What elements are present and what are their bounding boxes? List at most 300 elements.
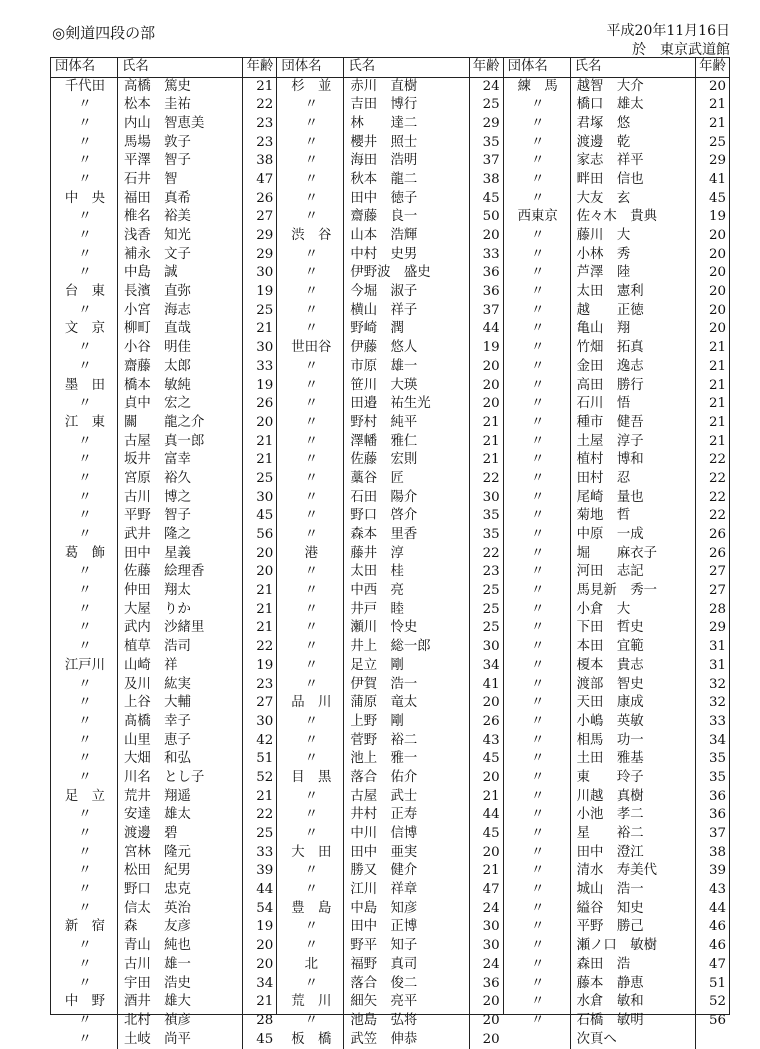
age-cell: 35: [695, 769, 729, 788]
age-cell: 23: [242, 676, 276, 695]
table-row: [504, 152, 729, 171]
age-cell: 32: [695, 694, 729, 713]
team-cell: 足 立: [64, 788, 106, 804]
table-row: [277, 96, 502, 115]
team-cell: 〃: [530, 564, 545, 580]
table-row: [51, 190, 276, 209]
name-cell: 田邉 祐生光: [343, 395, 468, 414]
table-row: [51, 881, 276, 900]
name-cell: 柳町 直哉: [117, 320, 242, 339]
table-row: [504, 881, 729, 900]
team-cell: 豊 島: [291, 900, 332, 916]
team-cell: 〃: [530, 190, 545, 206]
age-cell: 19: [242, 657, 276, 676]
table-row: [504, 732, 729, 751]
age-header: 年齢: [469, 58, 503, 77]
table-row: [504, 788, 729, 807]
name-cell: 池島 弘将: [343, 1012, 468, 1031]
team-cell: 〃: [530, 751, 545, 767]
team-cell: 〃: [78, 452, 92, 468]
table-row: [504, 246, 729, 265]
team-cell: 〃: [78, 713, 92, 729]
name-cell: 越智 大介: [570, 78, 695, 97]
team-cell: 〃: [78, 826, 92, 841]
table-row: [51, 956, 276, 975]
age-cell: 21: [469, 862, 503, 881]
name-cell: 馬場 敦子: [117, 134, 242, 153]
age-cell: 25: [469, 582, 503, 601]
team-cell: 〃: [530, 994, 545, 1010]
table-row: [277, 451, 502, 470]
team-cell: 〃: [530, 807, 545, 823]
name-cell: 小宮 海志: [117, 302, 242, 321]
table-row: [277, 507, 502, 526]
age-cell: 33: [695, 713, 729, 732]
table-row: [277, 246, 502, 265]
name-cell: 宇田 浩史: [117, 975, 242, 994]
table-row: [277, 900, 502, 919]
table-row: [504, 563, 729, 582]
age-cell: 29: [469, 115, 503, 134]
table-row: [504, 750, 729, 769]
age-cell: 22: [695, 451, 729, 470]
name-cell: 伊藤 悠人: [343, 339, 468, 358]
team-cell: 大 田: [291, 844, 332, 860]
team-cell: 葛 飾: [64, 545, 106, 561]
age-cell: 21: [695, 395, 729, 414]
name-cell: 江川 祥章: [343, 881, 468, 900]
age-cell: 30: [469, 638, 503, 657]
name-cell: 君塚 悠: [570, 115, 695, 134]
table-row: [504, 208, 729, 227]
name-cell: 酒井 雄大: [117, 993, 242, 1012]
age-cell: 21: [242, 433, 276, 452]
name-cell: 畔田 信也: [570, 171, 695, 190]
table-row: [277, 862, 502, 881]
age-cell: 38: [242, 152, 276, 171]
name-cell: 石田 陽介: [343, 489, 468, 508]
table-row: [51, 1012, 276, 1031]
name-cell: 武笠 伸恭: [343, 1031, 468, 1049]
age-cell: 44: [469, 320, 503, 339]
table-row: [504, 956, 729, 975]
age-cell: 21: [695, 96, 729, 115]
name-cell: 今堀 淑子: [343, 283, 468, 302]
name-cell: 關 龍之介: [117, 414, 242, 433]
table-row: [51, 227, 276, 246]
team-cell: 〃: [78, 489, 92, 505]
table-row: [277, 134, 502, 153]
name-cell: 星 裕二: [570, 825, 695, 844]
roster-table: [50, 57, 730, 1047]
name-cell: 長濱 直弥: [117, 283, 242, 302]
team-cell: 〃: [78, 433, 92, 449]
age-cell: 27: [242, 208, 276, 227]
table-row: [51, 96, 276, 115]
name-cell: 金田 逸志: [570, 358, 695, 377]
age-cell: 51: [695, 975, 729, 994]
table-row: [51, 844, 276, 863]
name-cell: 足立 剛: [343, 657, 468, 676]
name-header: 氏名: [117, 58, 242, 77]
roster-column: [51, 58, 277, 1047]
team-cell: 〃: [304, 115, 319, 131]
table-row: [277, 788, 502, 807]
table-row: [51, 115, 276, 134]
age-cell: 37: [469, 302, 503, 321]
age-cell: 22: [695, 470, 729, 489]
team-cell: 〃: [530, 900, 545, 916]
name-cell: 瀬川 怜史: [343, 619, 468, 638]
name-cell: 亀山 翔: [570, 320, 695, 339]
name-cell: 下田 哲史: [570, 619, 695, 638]
age-cell: 20: [695, 264, 729, 283]
team-cell: 〃: [530, 1012, 545, 1028]
table-row: [51, 825, 276, 844]
team-cell: 〃: [530, 601, 545, 617]
name-cell: 平野 勝己: [570, 918, 695, 937]
table-row: [277, 190, 502, 209]
name-cell: 越 正徳: [570, 302, 695, 321]
table-row: [51, 302, 276, 321]
name-cell: 橋本 敏純: [117, 377, 242, 396]
age-cell: 20: [695, 227, 729, 246]
team-cell: 〃: [530, 228, 545, 243]
table-row: [51, 657, 276, 676]
team-cell: 〃: [304, 639, 319, 655]
age-cell: 21: [242, 320, 276, 339]
team-cell: 〃: [78, 153, 92, 169]
table-row: [277, 918, 502, 937]
name-cell: 内山 智恵美: [117, 115, 242, 134]
name-cell: 横山 祥子: [343, 302, 468, 321]
name-cell: 伊野波 盛史: [343, 264, 468, 283]
name-cell: 馬見新 秀一: [570, 582, 695, 601]
team-cell: 〃: [78, 975, 92, 991]
age-cell: 20: [469, 769, 503, 788]
age-cell: 47: [469, 881, 503, 900]
team-cell: 〃: [530, 115, 545, 131]
table-row: [51, 975, 276, 994]
name-cell: 伊賀 浩一: [343, 676, 468, 695]
age-cell: 30: [469, 937, 503, 956]
team-cell: 〃: [78, 601, 92, 617]
age-cell: 44: [242, 881, 276, 900]
age-cell: 20: [695, 283, 729, 302]
team-cell: 〃: [304, 470, 319, 486]
age-cell: 24: [469, 900, 503, 919]
table-row: [277, 339, 502, 358]
name-cell: 縊谷 知史: [570, 900, 695, 919]
team-cell: 〃: [304, 246, 319, 262]
table-row: [277, 208, 502, 227]
name-cell: 上谷 大輔: [117, 694, 242, 713]
table-row: [51, 377, 276, 396]
team-cell: 港: [304, 545, 319, 561]
table-row: [277, 732, 502, 751]
name-cell: 水倉 敏和: [570, 993, 695, 1012]
name-cell: 櫻井 照士: [343, 134, 468, 153]
age-cell: 25: [242, 825, 276, 844]
table-row: [51, 208, 276, 227]
age-cell: 19: [695, 208, 729, 227]
age-cell: 50: [469, 208, 503, 227]
table-row: [504, 395, 729, 414]
age-header: 年齢: [695, 58, 729, 77]
table-row: [277, 956, 502, 975]
age-cell: 26: [469, 713, 503, 732]
table-row: [504, 526, 729, 545]
column-header-row: [51, 58, 276, 78]
age-cell: 21: [469, 451, 503, 470]
team-cell: 〃: [304, 190, 319, 206]
table-row: [51, 171, 276, 190]
name-header: 氏名: [570, 58, 695, 77]
name-cell: 土岐 尚平: [117, 1031, 242, 1049]
table-row: [504, 1031, 729, 1049]
age-cell: 20: [242, 937, 276, 956]
table-row: [51, 526, 276, 545]
age-cell: 29: [242, 227, 276, 246]
table-row: [504, 993, 729, 1012]
age-cell: 21: [242, 451, 276, 470]
team-cell: 文 京: [64, 321, 106, 337]
age-cell: 20: [695, 78, 729, 97]
table-row: [277, 844, 502, 863]
table-row: [277, 806, 502, 825]
name-cell: 田中 正博: [343, 918, 468, 937]
name-cell: 石橋 敏明: [570, 1012, 695, 1031]
name-cell: 太田 憲利: [570, 283, 695, 302]
name-cell: 補永 文子: [117, 246, 242, 265]
table-row: [51, 470, 276, 489]
age-cell: 21: [695, 433, 729, 452]
name-cell: 澤幡 雅仁: [343, 433, 468, 452]
age-cell: 36: [695, 788, 729, 807]
table-row: [51, 264, 276, 283]
name-cell: 田中 亜実: [343, 844, 468, 863]
age-cell: 20: [469, 1031, 503, 1049]
name-cell: 福野 真司: [343, 956, 468, 975]
table-row: [277, 302, 502, 321]
age-cell: 39: [695, 862, 729, 881]
table-row: [51, 152, 276, 171]
age-cell: 22: [242, 96, 276, 115]
age-cell: 29: [242, 246, 276, 265]
team-cell: 〃: [78, 228, 92, 243]
team-cell: 〃: [78, 844, 92, 860]
table-row: [51, 339, 276, 358]
team-cell: 〃: [304, 527, 319, 542]
team-cell: 〃: [530, 676, 545, 692]
table-row: [277, 433, 502, 452]
age-cell: 21: [242, 78, 276, 97]
table-row: [504, 900, 729, 919]
age-cell: 21: [242, 788, 276, 807]
team-cell: 〃: [78, 882, 92, 898]
table-row: [504, 638, 729, 657]
age-cell: 22: [695, 489, 729, 508]
age-cell: 47: [695, 956, 729, 975]
name-cell: 市原 雄一: [343, 358, 468, 377]
table-row: [504, 806, 729, 825]
name-cell: 尾崎 量也: [570, 489, 695, 508]
table-row: [504, 713, 729, 732]
table-row: [504, 96, 729, 115]
name-cell: 城山 浩一: [570, 881, 695, 900]
name-cell: 荒井 翔遥: [117, 788, 242, 807]
name-cell: 中島 知彦: [343, 900, 468, 919]
team-cell: 〃: [78, 956, 92, 972]
name-cell: 武井 隆之: [117, 526, 242, 545]
age-cell: 37: [695, 825, 729, 844]
team-header: 団体名: [281, 58, 322, 74]
age-cell: 20: [242, 414, 276, 433]
name-cell: 上野 剛: [343, 713, 468, 732]
table-row: [51, 750, 276, 769]
team-cell: 〃: [304, 863, 319, 879]
table-row: [504, 844, 729, 863]
table-row: [277, 1012, 502, 1031]
team-cell: 〃: [530, 377, 545, 393]
team-cell: 〃: [530, 583, 545, 599]
team-cell: 〃: [78, 265, 92, 281]
age-cell: 20: [242, 956, 276, 975]
name-cell: 藤井 淳: [343, 545, 468, 564]
name-cell: 中村 史男: [343, 246, 468, 265]
team-cell: 北: [304, 956, 319, 972]
table-row: [277, 657, 502, 676]
team-cell: 〃: [530, 134, 545, 150]
table-row: [51, 582, 276, 601]
age-cell: 44: [695, 900, 729, 919]
table-row: [51, 545, 276, 564]
table-row: [504, 825, 729, 844]
name-cell: 瀬ノ口 敏樹: [570, 937, 695, 956]
team-cell: 〃: [530, 713, 545, 729]
team-cell: 〃: [304, 265, 319, 281]
table-row: [277, 414, 502, 433]
age-cell: 19: [242, 283, 276, 302]
age-cell: 27: [695, 563, 729, 582]
team-cell: 〃: [530, 956, 545, 972]
team-cell: 練 馬: [517, 78, 558, 94]
name-cell: 吉田 博行: [343, 96, 468, 115]
table-row: [504, 545, 729, 564]
table-row: [504, 433, 729, 452]
age-cell: 21: [242, 582, 276, 601]
table-row: [51, 320, 276, 339]
table-row: [277, 358, 502, 377]
age-cell: 45: [469, 825, 503, 844]
age-cell: 30: [469, 918, 503, 937]
age-cell: 21: [469, 788, 503, 807]
name-cell: 石井 智: [117, 171, 242, 190]
name-cell: 林 達二: [343, 115, 468, 134]
table-row: [51, 788, 276, 807]
table-row: [277, 713, 502, 732]
age-cell: 21: [242, 619, 276, 638]
roster-column: [504, 58, 729, 1047]
team-cell: 〃: [78, 171, 92, 187]
name-cell: 宮林 隆元: [117, 844, 242, 863]
team-cell: 〃: [530, 844, 545, 860]
name-cell: 勝又 健介: [343, 862, 468, 881]
team-cell: 〃: [78, 508, 92, 524]
name-cell: 古屋 真一郎: [117, 433, 242, 452]
team-cell: 〃: [304, 657, 319, 673]
age-cell: 56: [242, 526, 276, 545]
age-cell: 30: [242, 713, 276, 732]
team-header: 団体名: [55, 58, 96, 74]
name-cell: 堀 麻衣子: [570, 545, 695, 564]
age-cell: 21: [242, 993, 276, 1012]
age-cell: 19: [242, 377, 276, 396]
age-cell: 46: [695, 918, 729, 937]
age-cell: 51: [242, 750, 276, 769]
team-cell: 〃: [78, 115, 92, 131]
age-cell: 20: [695, 246, 729, 265]
table-row: [277, 227, 502, 246]
name-cell: 小林 秀: [570, 246, 695, 265]
table-row: [504, 694, 729, 713]
table-row: [277, 470, 502, 489]
age-cell: 43: [469, 732, 503, 751]
age-cell: 32: [695, 676, 729, 695]
age-cell: 19: [469, 339, 503, 358]
column-header-row: [277, 58, 502, 78]
team-cell: 中 野: [64, 994, 106, 1010]
age-cell: 26: [695, 545, 729, 564]
age-cell: 20: [469, 844, 503, 863]
team-cell: 〃: [530, 470, 545, 486]
age-cell: 33: [242, 844, 276, 863]
table-row: [51, 862, 276, 881]
team-cell: 〃: [304, 919, 319, 935]
age-header: 年齢: [242, 58, 276, 77]
table-row: [504, 769, 729, 788]
name-cell: 井上 総一郎: [343, 638, 468, 657]
name-cell: 竹畑 拓真: [570, 339, 695, 358]
table-row: [277, 563, 502, 582]
age-cell: 34: [695, 732, 729, 751]
team-cell: 〃: [530, 414, 545, 430]
team-cell: 〃: [78, 209, 92, 225]
age-cell: 33: [469, 246, 503, 265]
table-row: [51, 395, 276, 414]
team-cell: 〃: [304, 489, 319, 505]
team-cell: 〃: [530, 732, 545, 748]
team-cell: 〃: [78, 863, 92, 879]
age-cell: 25: [469, 96, 503, 115]
table-row: [504, 339, 729, 358]
team-cell: 〃: [304, 508, 319, 524]
age-cell: 27: [695, 582, 729, 601]
team-cell: 〃: [304, 788, 319, 804]
table-row: [51, 433, 276, 452]
name-cell: 浅香 知光: [117, 227, 242, 246]
table-row: [51, 732, 276, 751]
table-row: [277, 881, 502, 900]
table-row: [504, 619, 729, 638]
table-row: [51, 937, 276, 956]
name-cell: 宮原 裕久: [117, 470, 242, 489]
age-cell: 45: [695, 190, 729, 209]
name-cell: 海田 浩明: [343, 152, 468, 171]
age-cell: 19: [242, 918, 276, 937]
age-cell: 20: [469, 993, 503, 1012]
age-cell: 23: [469, 563, 503, 582]
